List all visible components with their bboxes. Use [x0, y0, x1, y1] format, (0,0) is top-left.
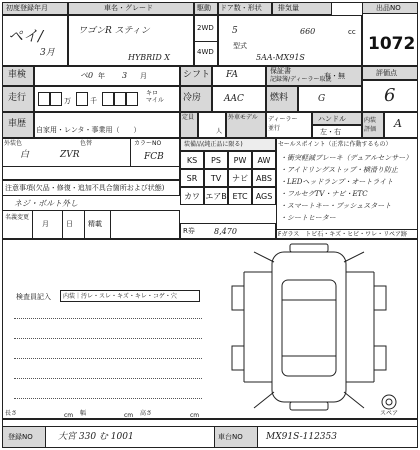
shift-value-cell: [212, 66, 266, 86]
sales-tags-divider: [276, 229, 418, 230]
length-label: 長さ: [5, 410, 18, 417]
equipment-item: SR: [180, 169, 204, 187]
handle-options: 左・右: [320, 128, 341, 136]
width-cm: cm: [124, 412, 134, 419]
import-label: 外車モデル: [228, 114, 258, 121]
sales-point-line: ・衝突軽減ブレーキ（デュアルセンサー）: [280, 154, 413, 162]
note-line-1: [14, 318, 202, 319]
import-options: ディーラー 並行: [268, 116, 298, 132]
fuel-value: G: [318, 94, 326, 104]
mileage-digit-5: [114, 92, 126, 106]
mileage-man-unit: 万: [64, 97, 71, 105]
recorder-divider-3: [84, 210, 85, 239]
ac-value: AAC: [224, 94, 244, 104]
equipment-item: KS: [180, 151, 204, 169]
grade-value: 6: [384, 85, 396, 106]
inspection-year-unit: 年: [98, 72, 105, 80]
grade-value: HYBRID X: [128, 53, 170, 62]
chassis-value: MX91S-112353: [266, 432, 337, 442]
car-cabin-outline: [282, 280, 336, 376]
shift-value: FA: [226, 70, 238, 80]
sales-point-line: ・フルセグTV・ナビ・ETC: [280, 190, 368, 198]
first-reg-month: 3月: [40, 48, 55, 58]
note-line-5: [14, 398, 202, 399]
equipment-item: ETC: [228, 187, 252, 205]
warranty-sub: 記録簿/ディーラー取説: [270, 76, 332, 83]
note-line-3: [14, 358, 202, 359]
inspection-month-unit: 月: [140, 72, 147, 80]
equipment-item: ナビ: [228, 169, 252, 187]
recorder-label: 名義変更: [5, 214, 30, 221]
interior-label: 内装 評価: [364, 117, 377, 133]
car-name-value: ワゴンR スティン: [78, 26, 150, 36]
warranty-label: 保証書: [270, 67, 291, 75]
ac-label: 冷房: [183, 93, 202, 103]
note-line-2: [14, 338, 202, 339]
inspection-month-value: 3: [122, 71, 128, 80]
chassis-label: 車台NO: [218, 433, 243, 441]
drive-4wd: 4WD: [197, 48, 214, 56]
displacement-label: 排気量: [278, 4, 299, 12]
paint-code-value: ZVR: [60, 150, 80, 160]
drive-label: 駆動: [197, 4, 211, 12]
car-damage-diagram: [214, 242, 404, 418]
height-label: 高さ: [140, 410, 153, 417]
r-ticket-label: R券: [183, 227, 195, 235]
height-cm: cm: [190, 412, 200, 419]
width-label: 幅: [80, 410, 87, 417]
equipment-item: TV: [204, 169, 228, 187]
sales-point-line: ・LEDヘッドランプ・オートライト: [280, 178, 394, 186]
length-cm: cm: [64, 412, 74, 419]
history-options: 自家用・レンタ・事業用（ ）: [36, 126, 141, 134]
sales-point-line: ・スマートキー・プッシュスタート: [280, 202, 392, 210]
reg-value: 大宮 330 む 1001: [58, 432, 134, 442]
sales-tags: Fガラス トビ石・キズ・ヒビ・ワレ・リペア跡: [278, 231, 408, 238]
equipment-item: カワ: [180, 187, 204, 205]
trim-code-value: FCB: [144, 152, 164, 162]
import-options-cell: [266, 112, 312, 138]
sales-point-line: ・シートヒーター: [280, 214, 336, 222]
history-value-cell: [34, 112, 180, 138]
inspection-label: 車検: [8, 70, 27, 80]
equipment-item: ABS: [252, 169, 276, 187]
first-reg-value: ペイ/: [8, 27, 44, 45]
inspection-value-cell: [34, 66, 180, 86]
sales-point-line: ・アイドリングストップ・横滑り防止: [280, 166, 398, 174]
fuel-label: 燃料: [270, 93, 289, 103]
mileage-digit-3: [76, 92, 88, 106]
outer-color-label: 外装色: [4, 140, 23, 147]
cc-label: cc: [348, 28, 356, 36]
sales-points-title: セールスポイント（正常に作動するもの）: [278, 141, 392, 148]
recorder-day: 日: [66, 220, 73, 228]
mileage-km-unit: キロ マイル: [146, 90, 164, 104]
lot-label: 出品NO: [376, 4, 401, 12]
note-line-4: [14, 378, 202, 379]
paint-code-label: カラーNO: [134, 140, 162, 147]
color-value: 白: [20, 150, 30, 160]
mileage-label: 走行: [8, 93, 27, 103]
handle-label: ハンドル: [318, 115, 346, 123]
capacity-label: 定員: [182, 114, 195, 121]
model-label: 型式: [233, 42, 247, 50]
mileage-digit-1: [38, 92, 50, 106]
door-shape-label: ドア数・形状: [220, 4, 262, 12]
lot-number: 1072: [368, 34, 416, 54]
inspector-options: 内装｜汚レ・スレ・キズ・キレ・コゲ・穴: [63, 293, 177, 300]
drive-2wd: 2WD: [197, 24, 214, 32]
model-value: 5AA-MX91S: [256, 53, 305, 62]
recorder-divider-2: [62, 210, 63, 239]
car-body-outline: [272, 252, 346, 402]
mileage-digit-2: [50, 92, 62, 106]
fuel-value-cell: [298, 86, 362, 112]
notes-label: 注意事項(欠品・修復・追加不具合箇所および状態): [5, 184, 165, 192]
recorder-divider-4: [110, 210, 111, 239]
equipment-item: PS: [204, 151, 228, 169]
interior-value: A: [394, 117, 402, 130]
equipment-item: PW: [228, 151, 252, 169]
equipment-title: 装備品(純正品に限る): [184, 141, 243, 148]
color-bottom-divider: [2, 166, 180, 167]
color-divider: [130, 138, 131, 166]
equipment-item: AGS: [252, 187, 276, 205]
door-value: 5: [232, 26, 238, 36]
recorder-month: 月: [42, 220, 49, 228]
history-label: 車歴: [8, 119, 27, 129]
grade-label: 評価点: [376, 69, 397, 77]
inspector-label: 検査員記入: [16, 293, 51, 301]
drive-divider: [194, 41, 218, 42]
equipment-item: エアB: [204, 187, 228, 205]
capacity-unit: 人: [216, 128, 223, 135]
spare-label: スペア: [380, 410, 399, 417]
dimensions-top-line: [2, 419, 418, 420]
r-ticket-value: 8,470: [214, 227, 237, 236]
mileage-digit-6: [126, 92, 138, 106]
recorder-divider-1: [32, 210, 33, 239]
spare-tire-icon: [382, 395, 396, 409]
notes-value: ネジ・ボルト外し: [14, 199, 78, 208]
inspection-year-value: ペ0: [80, 71, 94, 80]
displacement-value: 660: [300, 27, 316, 36]
mileage-digit-4: [102, 92, 114, 106]
first-reg-label: 初度登録年月: [6, 4, 48, 12]
recorder-fine: 精載: [88, 220, 102, 228]
equipment-item: AW: [252, 151, 276, 169]
reg-label: 登録NO: [8, 433, 33, 441]
warranty-options: 有・無: [324, 72, 345, 80]
inner-color-label: 色替: [80, 140, 93, 147]
shift-label: シフト: [183, 70, 211, 80]
mileage-sen-unit: 千: [90, 97, 97, 105]
name-grade-label: 車名・グレード: [104, 4, 153, 12]
